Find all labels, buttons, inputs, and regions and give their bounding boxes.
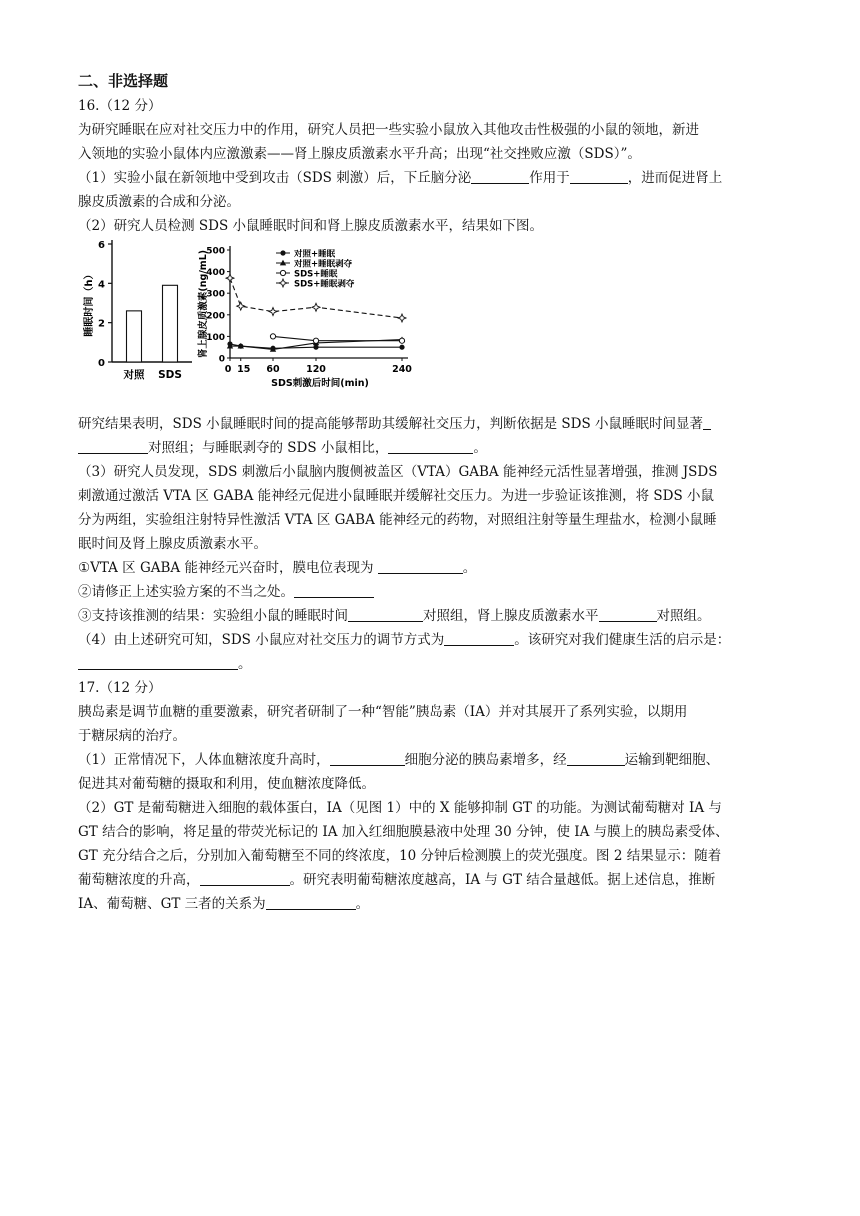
line-x-tick-label: 15 bbox=[237, 364, 251, 375]
q17-part2-line-2: GT 结合的影响，将足量的带荧光标记的 IA 加入红细胞膜悬液中处理 30 分钟，使 IA 与膜上的胰岛素受体、 bbox=[78, 824, 729, 840]
q16-sub3-text-c: 对照组。 bbox=[656, 608, 711, 624]
bar-y-tick-label: 0 bbox=[98, 358, 105, 369]
q17-part2-text-d: 。 bbox=[355, 896, 370, 912]
q16-part1-line-2: 腺皮质激素的合成和分泌。 bbox=[78, 194, 240, 210]
data-point bbox=[280, 270, 285, 275]
data-point bbox=[313, 345, 318, 350]
bar-1 bbox=[163, 285, 178, 362]
line-x-tick-label: 240 bbox=[392, 364, 412, 375]
q16-part3-line-4: 眠时间及肾上腺皮质激素水平。 bbox=[78, 536, 267, 552]
q16-part3-line-1: （3）研究人员发现，SDS 刺激后小鼠脑内腹侧被盖区（VTA）GABA 能神经元活性显著增强，推测 JSDS bbox=[78, 464, 718, 480]
line-y-tick-label: 100 bbox=[206, 332, 225, 343]
legend-item bbox=[276, 269, 338, 280]
data-point bbox=[279, 279, 287, 287]
line-y-tick-label: 400 bbox=[206, 268, 225, 279]
answer-blank[interactable] bbox=[78, 439, 148, 454]
q16-part1-text-c: ，进而促进肾上 bbox=[627, 170, 723, 186]
q16-part4-end: 。 bbox=[238, 656, 252, 672]
q17-intro-line-2: 于糖尿病的治疗。 bbox=[78, 728, 186, 744]
answer-blank[interactable] bbox=[703, 415, 711, 430]
q17-part2-text-b: 。研究表明葡萄糖浓度越高，IA 与 GT 结合量越低。据上述信息，推断 bbox=[289, 872, 716, 888]
q16-result-text-b: 对照组；与睡眠剥夺的 SDS 小鼠相比， bbox=[148, 440, 389, 456]
q16-sub2 bbox=[78, 580, 790, 604]
line-y-tick-label: 300 bbox=[206, 289, 225, 300]
q16-part4-line-2 bbox=[78, 652, 790, 676]
q17-part1 bbox=[78, 748, 790, 772]
answer-blank[interactable] bbox=[444, 631, 514, 646]
line-y-tick-label: 200 bbox=[206, 311, 225, 322]
data-point bbox=[313, 338, 318, 343]
line-y-tick-label: 500 bbox=[206, 246, 225, 257]
q16-result-text-c: 。 bbox=[473, 440, 487, 456]
legend-label: 对照+睡眠 bbox=[294, 249, 336, 260]
answer-blank[interactable] bbox=[378, 559, 463, 574]
answer-blank[interactable] bbox=[200, 871, 290, 886]
q17-part2-line-5 bbox=[78, 892, 790, 916]
bar-y-tick-label: 2 bbox=[98, 318, 105, 330]
q17-number: 17.（12 分） bbox=[78, 680, 162, 696]
q17-part2-text-c: IA、葡萄糖、GT 三者的关系为 bbox=[78, 896, 266, 912]
q16-result bbox=[78, 412, 790, 436]
legend-item bbox=[276, 259, 353, 270]
q16-part2: （2）研究人员检测 SDS 小鼠睡眠时间和肾上腺皮质激素水平，结果如下图。 bbox=[78, 218, 543, 234]
legend-label: 对照+睡眠剥夺 bbox=[294, 259, 353, 270]
data-point bbox=[399, 338, 404, 343]
line-x-tick-label: 0 bbox=[224, 364, 232, 375]
exam-page bbox=[78, 70, 790, 916]
answer-blank[interactable] bbox=[567, 751, 625, 766]
bar-0 bbox=[127, 311, 142, 362]
answer-blank[interactable] bbox=[388, 439, 473, 454]
bar-y-tick-label: 6 bbox=[98, 240, 105, 251]
q17-part1-text-a: （1）正常情况下，人体血糖浓度升高时， bbox=[78, 752, 330, 768]
q16-number: 16.（12 分） bbox=[78, 98, 162, 114]
data-point bbox=[399, 345, 404, 350]
q16-part4 bbox=[78, 628, 790, 652]
answer-blank[interactable] bbox=[348, 607, 423, 622]
q17-part2-line-4 bbox=[78, 868, 790, 892]
line-y-axis-label: 肾上腺皮质激素(ng/mL) bbox=[198, 249, 209, 359]
q17-part2-text-a: 葡萄糖浓度的升高， bbox=[78, 872, 200, 888]
q16-part4-text-b: 。该研究对我们健康生活的启示是： bbox=[514, 632, 731, 648]
legend-label: SDS+睡眠 bbox=[294, 269, 338, 280]
data-point bbox=[237, 302, 245, 310]
q16-part3-line-2: 刺激通过激活 VTA 区 GABA 能神经元促进小鼠睡眠并缓解社交压力。为进一步验证该推测，将 SDS 小鼠 bbox=[78, 488, 715, 504]
line-x-tick-label: 60 bbox=[266, 364, 280, 375]
line-x-axis-label: SDS刺激后时间(min) bbox=[271, 378, 369, 389]
answer-blank[interactable] bbox=[471, 169, 529, 184]
answer-blank[interactable] bbox=[78, 655, 238, 670]
bar-category-label: SDS bbox=[158, 369, 182, 381]
legend-item bbox=[276, 279, 355, 290]
answer-blank[interactable] bbox=[330, 751, 405, 766]
q16-result-text-a: 研究结果表明，SDS 小鼠睡眠时间的提高能够帮助其缓解社交压力，判断依据是 SDS 小鼠睡眠时间显著 bbox=[78, 416, 704, 432]
data-point bbox=[270, 334, 275, 339]
q16-sub3-text-a: ③支持该推测的结果：实验组小鼠的睡眠时间 bbox=[78, 608, 348, 624]
q17-part2-line-1: （2）GT 是葡萄糖进入细胞的载体蛋白，IA（见图 1）中的 X 能够抑制 GT 的功能。为测试葡萄糖对 IA 与 bbox=[78, 800, 722, 816]
sleep-time-bar-chart bbox=[82, 240, 192, 381]
data-point bbox=[398, 314, 406, 322]
bar-category-label: 对照 bbox=[123, 369, 145, 381]
q17-intro-line-1: 胰岛素是调节血糖的重要激素，研究者研制了一种“智能”胰岛素（IA）并对其展开了系列实验，以期用 bbox=[78, 704, 688, 720]
answer-blank[interactable] bbox=[266, 895, 356, 910]
q17-part1-text-c: 运输到靶细胞、 bbox=[624, 752, 720, 768]
answer-blank[interactable] bbox=[294, 583, 374, 598]
bar-y-tick-label: 4 bbox=[98, 279, 105, 291]
q16-part3-line-3: 分为两组，实验组注射特异性激活 VTA 区 GABA 能神经元的药物，对照组注射等量生理盐水，检测小鼠睡 bbox=[78, 512, 717, 528]
q16-sub3-text-b: 对照组，肾上腺皮质激素水平 bbox=[423, 608, 599, 624]
q16-sub1-text: ①VTA 区 GABA 能神经元兴奋时，膜电位表现为 bbox=[78, 560, 374, 576]
data-point bbox=[269, 308, 277, 316]
hormone-line-chart bbox=[197, 246, 412, 389]
data-point bbox=[280, 250, 285, 255]
q16-intro-line-1: 为研究睡眠在应对社交压力中的作用，研究人员把一些实验小鼠放入其他攻击性极强的小鼠的领地，新进 bbox=[78, 122, 699, 138]
q16-intro-line-2: 入领地的实验小鼠体内应激激素——肾上腺皮质激素水平升高；出现“社交挫败应激（SDS）”。 bbox=[78, 146, 641, 162]
data-point bbox=[226, 274, 234, 282]
q16-result-line-2 bbox=[78, 436, 790, 460]
line-y-tick-label: 0 bbox=[218, 354, 225, 365]
q17-part1-text-b: 细胞分泌的胰岛素增多，经 bbox=[404, 752, 567, 768]
q16-figure bbox=[78, 240, 790, 406]
q16-charts-svg bbox=[78, 240, 790, 406]
q16-sub2-text: ②请修正上述实验方案的不当之处。 bbox=[78, 584, 294, 600]
q17-part2-line-3: GT 充分结合之后，分别加入葡萄糖至不同的终浓度，10 分钟后检测膜上的荧光强度。图 2 结果显示：随着 bbox=[78, 848, 722, 864]
legend-label: SDS+睡眠剥夺 bbox=[294, 279, 355, 290]
q16-part4-text-a: （4）由上述研究可知，SDS 小鼠应对社交压力的调节方式为 bbox=[78, 632, 445, 648]
q16-sub1-end: 。 bbox=[462, 560, 477, 576]
line-x-tick-label: 120 bbox=[306, 364, 326, 375]
answer-blank[interactable] bbox=[599, 607, 657, 622]
section-title: 二、非选择题 bbox=[78, 72, 169, 90]
q17-part1-line-2: 促进其对葡萄糖的摄取和利用，使血糖浓度降低。 bbox=[78, 776, 375, 792]
bar-y-axis-label: 睡眠时间（h） bbox=[84, 269, 95, 337]
answer-blank[interactable] bbox=[570, 169, 628, 184]
q16-sub3 bbox=[78, 604, 790, 628]
q16-sub1 bbox=[78, 556, 790, 580]
q16-part1 bbox=[78, 166, 790, 190]
legend-item bbox=[276, 249, 336, 260]
data-point bbox=[312, 303, 320, 311]
q16-part1-text-b: 作用于 bbox=[529, 170, 570, 186]
q16-part1-text-a: （1）实验小鼠在新领地中受到攻击（SDS 刺激）后，下丘脑分泌 bbox=[78, 170, 472, 186]
